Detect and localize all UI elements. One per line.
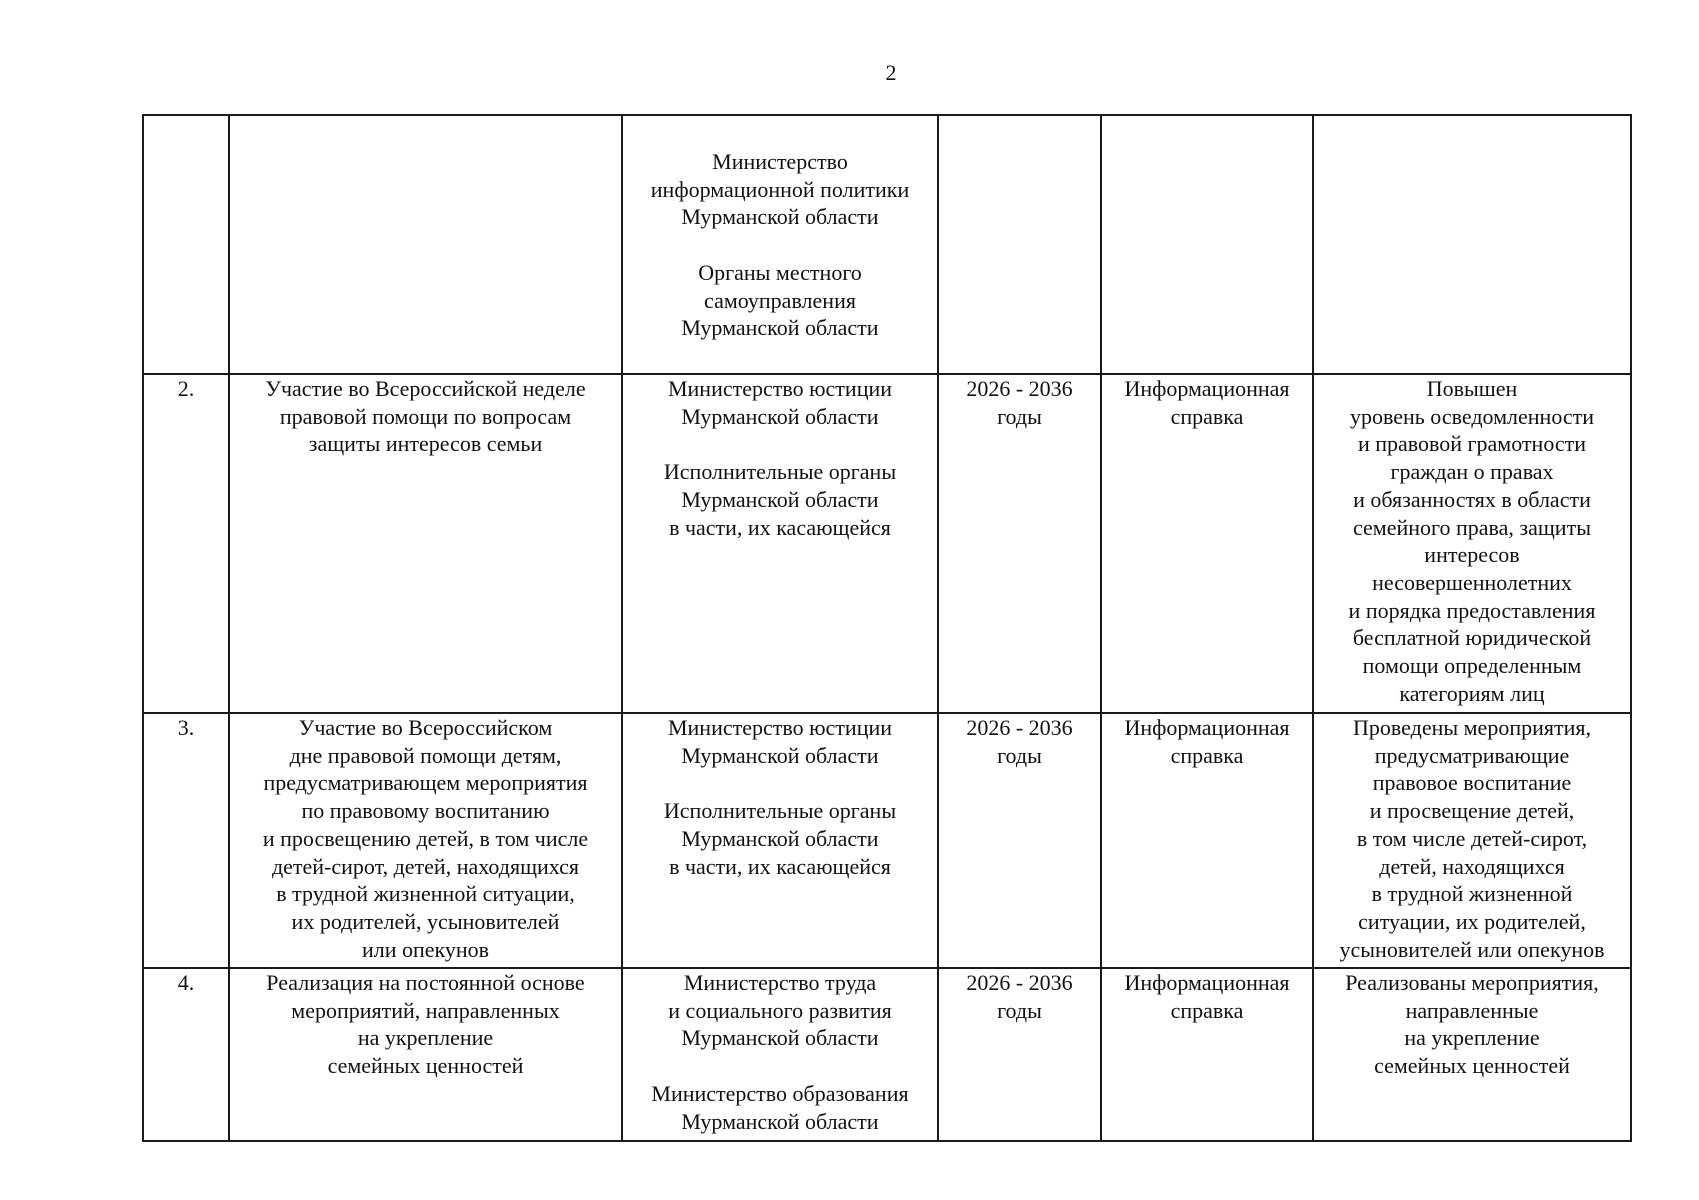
cell-text-line: граждан о правах <box>1390 459 1554 485</box>
cell-text-line: в том числе детей-сирот, <box>1356 825 1588 851</box>
cell-text-line: Министерство труда <box>683 970 877 995</box>
cell-text-line: справка <box>1170 742 1244 768</box>
cell-text-line: Повышен <box>1426 376 1518 401</box>
cell-term <box>938 115 1101 374</box>
cell-text-line: годы <box>997 997 1042 1023</box>
measures-table <box>142 114 1632 1142</box>
cell-text-line: информационной политики <box>650 176 910 202</box>
table-row <box>143 374 1631 713</box>
cell-text-line: и обязанностях в области <box>1353 486 1591 512</box>
cell-text-line: самоуправления <box>704 287 856 313</box>
cell-text-line: интересов <box>1424 542 1520 568</box>
page-number: 2 <box>885 60 897 85</box>
cell-text-line: 2026 - 2036 <box>966 715 1073 740</box>
cell-text-line: 2026 - 2036 <box>966 376 1073 401</box>
table-row <box>143 713 1631 968</box>
cell-text-line: Информационная <box>1124 970 1290 995</box>
cell-result <box>1313 968 1631 1141</box>
cell-event <box>229 713 622 968</box>
cell-term <box>938 713 1101 968</box>
cell-text-line: детей, находящихся <box>1379 853 1565 879</box>
cell-text-line: годы <box>997 742 1042 768</box>
cell-text-line: Мурманской области <box>681 486 879 512</box>
cell-text-line: и социального развития <box>668 997 892 1023</box>
cell-event <box>229 115 622 374</box>
cell-text-line: усыновителей или опекунов <box>1339 936 1605 962</box>
cell-text-line: правовой помощи по вопросам <box>279 403 572 429</box>
cell-text-line: Реализованы мероприятия, <box>1345 970 1599 995</box>
cell-text-line: и просвещение детей, <box>1369 798 1575 824</box>
cell-text-line: Органы местного <box>698 259 862 285</box>
cell-text-line: правовое воспитание <box>1372 770 1572 796</box>
cell-text-line: в части, их касающейся <box>669 853 891 879</box>
cell-number: 4. <box>143 968 229 1141</box>
cell-text-line: Участие во Всероссийской неделе <box>265 376 586 401</box>
cell-executors <box>622 968 938 1141</box>
cell-text-line: семейных ценностей <box>1374 1053 1570 1079</box>
cell-text-line: и правовой грамотности <box>1357 431 1587 457</box>
cell-text-line: семейного права, защиты <box>1353 514 1591 540</box>
cell-text-line: Информационная <box>1124 715 1290 740</box>
cell-text-line: Участие во Всероссийском <box>298 715 553 740</box>
group-spacer <box>629 430 931 458</box>
cell-text-line: и порядка предоставления <box>1348 597 1596 623</box>
cell-text-line: Министерство <box>712 149 848 174</box>
cell-executors <box>622 713 938 968</box>
cell-term <box>938 374 1101 713</box>
cell-text-line: Реализация на постоянной основе <box>266 970 585 995</box>
cell-text-line: их родителей, усыновителей <box>291 908 560 934</box>
cell-report-form <box>1101 968 1313 1141</box>
cell-text-line: Мурманской области <box>681 403 879 429</box>
cell-text-line: и просвещению детей, в том числе <box>262 825 589 851</box>
cell-text-line: годы <box>997 403 1042 429</box>
cell-text-line: 2026 - 2036 <box>966 970 1073 995</box>
cell-text-line: в трудной жизненной <box>1371 881 1573 907</box>
cell-text-line: Министерство образования <box>651 1080 909 1106</box>
cell-number: 3. <box>143 713 229 968</box>
cell-event <box>229 374 622 713</box>
cell-text-line: бесплатной юридической <box>1352 625 1592 651</box>
cell-text-line: несовершеннолетних <box>1372 569 1572 595</box>
cell-text-line: Исполнительные органы <box>663 459 897 485</box>
cell-executors <box>622 374 938 713</box>
cell-text-line: уровень осведомленности <box>1349 403 1595 429</box>
cell-text-line: дне правовой помощи детям, <box>289 742 562 768</box>
cell-result <box>1313 374 1631 713</box>
cell-text-line: на укрепление <box>357 1025 494 1051</box>
cell-text-line: категориям лиц <box>1399 680 1545 706</box>
cell-text-line: Мурманской области <box>681 742 879 768</box>
cell-executors <box>622 115 938 374</box>
cell-text-line: предусматривающие <box>1374 742 1570 768</box>
cell-text-line: в части, их касающейся <box>669 514 891 540</box>
cell-text-line: мероприятий, направленных <box>291 997 560 1023</box>
cell-text-line: семейных ценностей <box>327 1053 524 1079</box>
cell-number <box>143 115 229 374</box>
cell-text-line: или опекунов <box>361 936 490 962</box>
group-spacer <box>629 1052 931 1080</box>
cell-term <box>938 968 1101 1141</box>
cell-text-line: детей-сирот, детей, находящихся <box>271 853 580 879</box>
cell-text-line: Мурманской области <box>681 204 879 230</box>
cell-result <box>1313 713 1631 968</box>
cell-text-line: помощи определенным <box>1362 653 1582 679</box>
cell-text-line: ситуации, их родителей, <box>1358 908 1586 934</box>
group-spacer <box>629 231 931 259</box>
cell-text-line: защиты интересов семьи <box>308 431 543 457</box>
cell-number: 2. <box>143 374 229 713</box>
table-row <box>143 115 1631 374</box>
cell-text-line: Мурманской области <box>681 1025 879 1051</box>
cell-text-line: Проведены мероприятия, <box>1353 715 1591 740</box>
cell-text-line: на укрепление <box>1404 1025 1540 1051</box>
cell-text-line: Информационная <box>1124 376 1290 401</box>
cell-event <box>229 968 622 1141</box>
cell-text-line: в трудной жизненной ситуации, <box>276 881 575 907</box>
cell-text-line: Министерство юстиции <box>667 376 893 401</box>
cell-text-line: Мурманской области <box>681 1108 879 1134</box>
cell-text-line: справка <box>1170 997 1244 1023</box>
cell-text-line: по правовому воспитанию <box>301 798 550 824</box>
cell-result <box>1313 115 1631 374</box>
table-row <box>143 968 1631 1141</box>
cell-text-line: Министерство юстиции <box>667 715 893 740</box>
cell-text-line: справка <box>1170 403 1244 429</box>
cell-text-line: Мурманской области <box>681 315 879 341</box>
cell-text-line: Мурманской области <box>681 825 879 851</box>
cell-text-line: направленные <box>1405 997 1539 1023</box>
cell-report-form <box>1101 115 1313 374</box>
group-spacer <box>629 769 931 797</box>
cell-report-form <box>1101 713 1313 968</box>
cell-text-line: Исполнительные органы <box>663 798 897 824</box>
cell-report-form <box>1101 374 1313 713</box>
cell-text-line: предусматривающем мероприятия <box>263 770 588 796</box>
